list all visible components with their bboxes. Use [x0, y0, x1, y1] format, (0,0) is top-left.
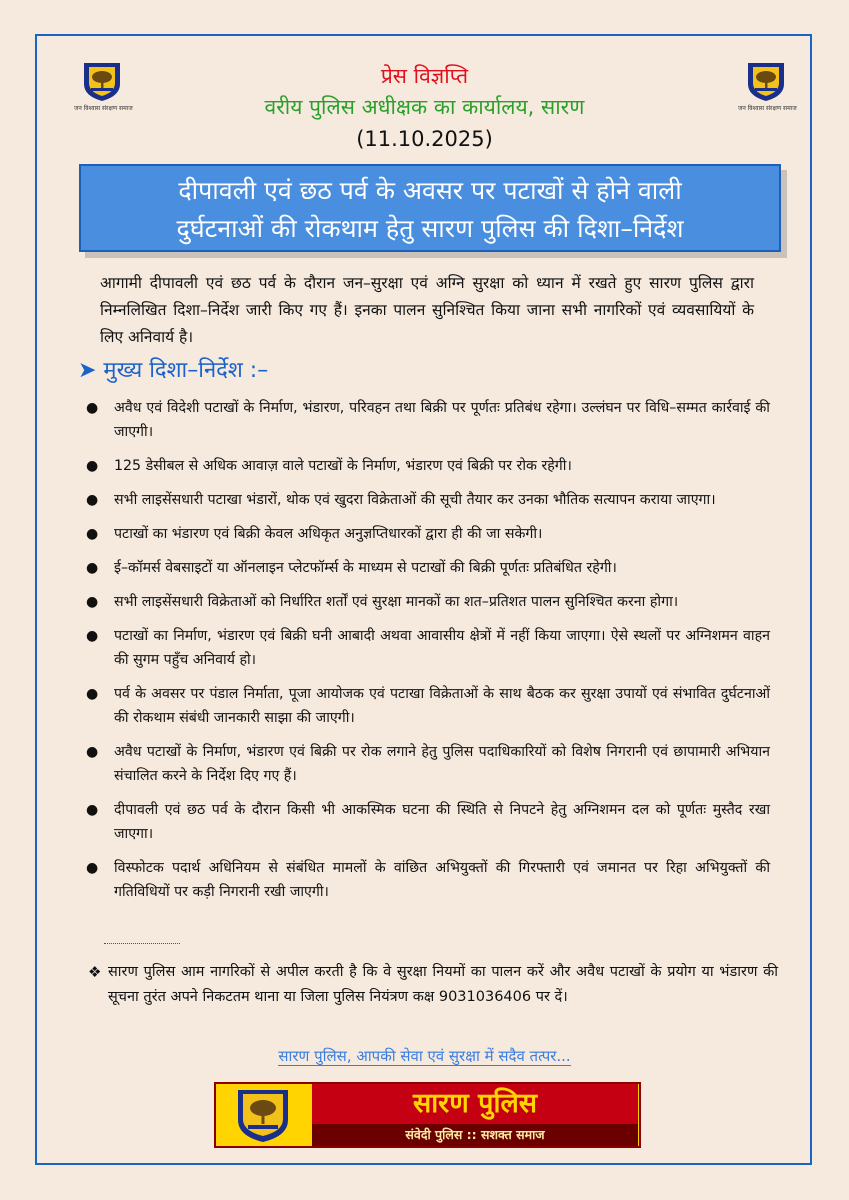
list-item — [80, 740, 770, 788]
list-item — [80, 454, 770, 478]
banner-subtitle: संवेदी पुलिस :: सशक्त समाज — [312, 1124, 638, 1146]
guideline-text: सभी लाइसेंसधारी पटाखा भंडारों, थोक एवं खुदरा विक्रेताओं की सूची तैयार कर उनका भौतिक सत्यापन कराया जाएगा। — [114, 492, 716, 508]
bullet-icon: ● — [86, 628, 99, 644]
section-divider — [104, 943, 180, 944]
guideline-text: पटाखों का निर्माण, भंडारण एवं बिक्री घनी आबादी अथवा आवासीय क्षेत्रों में नहीं किया जाएगा। ऐसे स्थलों पर अग्निशमन वाहन की सुगम पहुँच अनिवार्य हो। — [114, 628, 770, 668]
guideline-text: विस्फोटक पदार्थ अधिनियम से संबंधित मामलों के वांछित अभियुक्तों की गिरफ्तारी एवं जमानत पर रिहा अभियुक्तों की गतिविधियों पर कड़ी निगरानी रखी जाएगी। — [114, 860, 770, 900]
list-item — [80, 682, 770, 730]
bullet-icon: ● — [86, 526, 99, 542]
list-item — [80, 488, 770, 512]
release-date: (11.10.2025) — [356, 127, 493, 151]
office-heading: वरीय पुलिस अधीक्षक का कार्यालय, सारण — [264, 95, 585, 119]
document-title — [79, 164, 781, 252]
list-item — [80, 522, 770, 546]
bullet-icon: ● — [86, 400, 99, 416]
guideline-text: सभी लाइसेंसधारी विक्रेताओं को निर्धारित शर्तों एवं सुरक्षा मानकों का शत–प्रतिशत पालन सुनिश्चित करना होगा। — [114, 594, 679, 610]
title-line-2: दुर्घटनाओं की रोकथाम हेतु सारण पुलिस की दिशा–निर्देश — [176, 214, 684, 243]
guideline-text: दीपावली एवं छठ पर्व के दौरान किसी भी आकस्मिक घटना की स्थिति से निपटने हेतु अग्निशमन दल को पूर्णतः मुस्तैद रखा जाएगा। — [114, 802, 770, 842]
bullet-icon: ● — [86, 802, 99, 818]
title-line-1: दीपावली एवं छठ पर्व के अवसर पर पटाखों से होने वाली — [178, 176, 682, 205]
bullet-icon: ● — [86, 594, 99, 610]
list-item — [80, 624, 770, 672]
list-item — [80, 856, 770, 904]
guideline-text: अवैध पटाखों के निर्माण, भंडारण एवं बिक्री पर रोक लगाने हेतु पुलिस पदाधिकारियों को विशेष निगरानी एवं छापामारी अभियान संचालित करने के निर्देश दिए गए हैं। — [114, 744, 770, 784]
logo-motto: जन विश्वास संरक्षण समाज — [738, 105, 797, 112]
bullet-icon: ● — [86, 686, 99, 702]
footer-tagline — [0, 1046, 849, 1066]
list-item — [80, 590, 770, 614]
saran-police-banner — [214, 1082, 641, 1148]
logo-motto: जन विश्वास संरक्षण समाज — [74, 105, 133, 112]
bihar-police-badge-icon — [220, 1088, 306, 1143]
list-item — [80, 396, 770, 444]
bullet-icon: ● — [86, 744, 99, 760]
guideline-text: पटाखों का भंडारण एवं बिक्री केवल अधिकृत अनुज्ञप्तिधारकों द्वारा ही की जा सकेगी। — [114, 526, 543, 542]
bullet-icon: ● — [86, 492, 99, 508]
four-star-bullet-icon: ❖ — [88, 963, 102, 981]
list-item — [80, 556, 770, 580]
bullet-icon: ● — [86, 560, 99, 576]
intro-paragraph: आगामी दीपावली एवं छठ पर्व के दौरान जन–सुरक्षा एवं अग्नि सुरक्षा को ध्यान में रखते हुए सारण पुलिस द्वारा निम्नलिखित दिशा–निर्देश जारी किए गए हैं। इनका पालन सुनिश्चित किया जाना सभी नागरिकों एवं व्यवसायियों के लिए अनिवार्य है। — [100, 274, 754, 346]
press-release-heading: प्रेस विज्ञप्ति — [380, 64, 469, 88]
appeal-text: सारण पुलिस आम नागरिकों से अपील करती है कि वे सुरक्षा नियमों का पालन करें और अवैध पटाखों के प्रयोग या भंडारण की सूचना तुरंत अपने निकटतम थाना या जिला पुलिस नियंत्रण कक्ष 9031036406 पर दें। — [108, 964, 778, 1005]
footer-tagline-text: सारण पुलिस, आपकी सेवा एवं सुरक्षा में सदैव तत्पर... — [278, 1047, 571, 1065]
guideline-text: 125 डेसीबल से अधिक आवाज़ वाले पटाखों के निर्माण, भंडारण एवं बिक्री पर रोक रहेगी। — [114, 458, 572, 474]
bullet-icon: ● — [86, 458, 99, 474]
guidelines-subheading: ➤ मुख्य दिशा–निर्देश :– — [78, 358, 269, 383]
guideline-text: पर्व के अवसर पर पंडाल निर्माता, पूजा आयोजक एवं पटाखा विक्रेताओं के साथ बैठक कर सुरक्षा उपायों एवं संभावित दुर्घटनाओं की रोकथाम संबंधी जानकारी साझा की जाएगी। — [114, 686, 770, 726]
guideline-text: ई–कॉमर्स वेबसाइटों या ऑनलाइन प्लेटफॉर्म्स के माध्यम से पटाखों की बिक्री पूर्णतः प्रतिबंधित रहेगी। — [114, 560, 617, 576]
guideline-text: अवैध एवं विदेशी पटाखों के निर्माण, भंडारण, परिवहन तथा बिक्री पर पूर्णतः प्रतिबंध रहेगा। उल्लंघन पर विधि–सम्मत कार्रवाई की जाएगी। — [114, 400, 770, 440]
public-appeal — [88, 960, 778, 1010]
list-item — [80, 798, 770, 846]
bullet-icon: ● — [86, 860, 99, 876]
banner-title: सारण पुलिस — [312, 1084, 638, 1124]
guidelines-list — [80, 396, 770, 914]
